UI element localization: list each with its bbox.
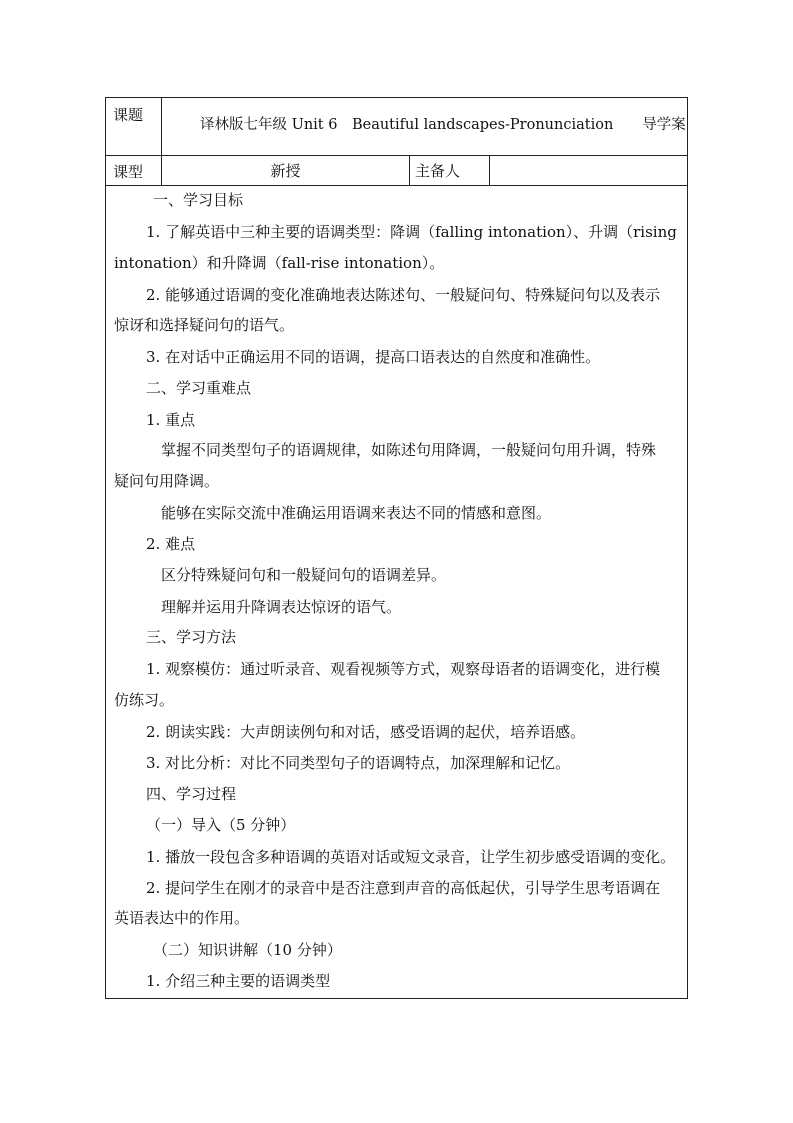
- section-heading: 一、学习目标: [153, 191, 244, 209]
- title-row: [106, 98, 687, 156]
- process-item: 1. 介绍三种主要的语调类型: [146, 972, 331, 990]
- lesson-title: 译林版七年级 Unit 6 Beautiful landscapes-Pronunciation 导学案: [200, 117, 686, 133]
- type-value: 新授: [162, 156, 410, 185]
- section-heading: 四、学习过程: [146, 785, 237, 803]
- objective-item-cont: intonation）和升降调（fall-rise intonation）。: [114, 254, 445, 272]
- objective-item: 2. 能够通过语调的变化准确地表达陈述句、一般疑问句、特殊疑问句以及表示: [146, 286, 661, 304]
- step-heading: （二）知识讲解（10 分钟）: [153, 941, 342, 959]
- lesson-plan-table: [105, 97, 688, 999]
- key-point-text: 能够在实际交流中准确运用语调来表达不同的情感和意图。: [161, 504, 552, 522]
- process-item-cont: 英语表达中的作用。: [114, 909, 250, 927]
- method-item: 3. 对比分析：对比不同类型句子的语调特点，加深理解和记忆。: [146, 754, 571, 772]
- type-row: [106, 156, 687, 186]
- objective-item-cont: 惊讶和选择疑问句的语气。: [114, 316, 295, 334]
- section-heading: 二、学习重难点: [146, 379, 252, 397]
- method-item: 1. 观察模仿：通过听录音、观看视频等方式，观察母语者的语调变化，进行模: [146, 660, 661, 678]
- key-point-text-cont: 疑问句用降调。: [114, 472, 220, 490]
- process-item: 2. 提问学生在刚才的录音中是否注意到声音的高低起伏，引导学生思考语调在: [146, 879, 661, 897]
- method-item-cont: 仿练习。: [114, 691, 175, 709]
- subsection-heading: 2. 难点: [146, 535, 196, 553]
- process-item: 1. 播放一段包含多种语调的英语对话或短文录音，让学生初步感受语调的变化。: [146, 848, 676, 866]
- subsection-heading: 1. 重点: [146, 411, 196, 429]
- method-item: 2. 朗读实践：大声朗读例句和对话，感受语调的起伏，培养语感。: [146, 723, 586, 741]
- owner-label: 主备人: [410, 156, 490, 185]
- difficulty-text: 理解并运用升降调表达惊讶的语气。: [161, 598, 402, 616]
- content-body: [106, 186, 687, 998]
- step-heading: （一）导入（5 分钟）: [146, 816, 296, 834]
- section-heading: 三、学习方法: [146, 628, 237, 646]
- type-label: 课型: [106, 156, 162, 185]
- key-point-text: 掌握不同类型句子的语调规律，如陈述句用降调，一般疑问句用升调，特殊: [161, 441, 657, 459]
- objective-item: 3. 在对话中正确运用不同的语调，提高口语表达的自然度和准确性。: [146, 348, 601, 366]
- owner-value: [490, 156, 687, 185]
- title-label: 课题: [106, 98, 162, 155]
- objective-item: 1. 了解英语中三种主要的语调类型：降调（falling intonation）、升调（rising: [146, 223, 677, 241]
- difficulty-text: 区分特殊疑问句和一般疑问句的语调差异。: [161, 566, 447, 584]
